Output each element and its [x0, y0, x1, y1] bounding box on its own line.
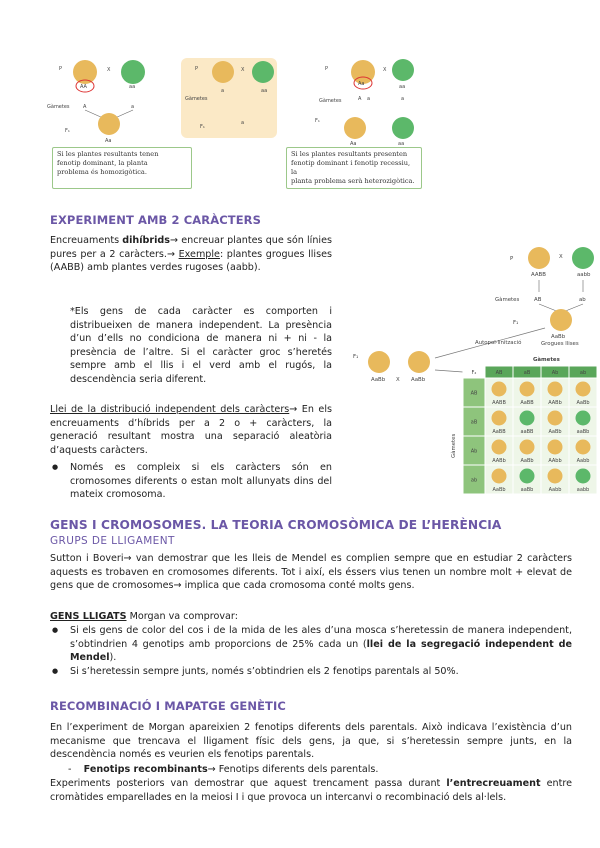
punnett-cell-label: aaBB: [520, 429, 534, 435]
section2-bullets: [50, 624, 572, 678]
svg-text:F₁: F₁: [513, 320, 519, 326]
svg-text:Autopol·linització: Autopol·linització: [475, 340, 522, 346]
punnett-cell-label: AABb: [548, 400, 562, 406]
svg-text:Gàmetes: Gàmetes: [319, 98, 342, 104]
punnett-pea: [492, 440, 507, 455]
svg-text:AaBb: AaBb: [371, 377, 386, 383]
punnett-pea: [548, 382, 563, 397]
independent-assortment-law: Llei de la distribució independent dels caràcters→ En els encreuaments d’híbrids per a 2 o + caràcters, la generació resultant mostra una separació aleatòria d’aquests caràcters.: [50, 404, 332, 456]
punnett-cell-label: aabb: [576, 487, 590, 493]
fig1-left-a-low: a: [131, 104, 135, 110]
svg-text:AB: AB: [534, 297, 542, 303]
svg-text:X: X: [241, 67, 245, 73]
punnett-cell-label: AABb: [492, 458, 506, 464]
svg-text:X: X: [383, 67, 387, 73]
punnett-cell-label: aaBb: [576, 429, 590, 435]
svg-text:F₁: F₁: [353, 354, 359, 360]
punnett-cell-label: AaBB: [492, 429, 506, 435]
svg-text:aa: aa: [399, 84, 406, 90]
punnett-cell-label: AAbb: [548, 458, 562, 464]
svg-text:Gàmetes: Gàmetes: [495, 297, 520, 303]
svg-text:aa: aa: [261, 88, 268, 94]
fig1-left-aa-hyb: Aa: [105, 138, 112, 144]
punnett-pea: [576, 440, 591, 455]
svg-text:AABB: AABB: [531, 272, 546, 278]
punnett-pea: [576, 469, 591, 484]
svg-text:a: a: [221, 88, 225, 94]
punnett-row-label: AB: [470, 390, 478, 397]
dihybrid-figure: [345, 240, 600, 505]
fig1-right-offspring-yellow: [344, 117, 366, 139]
svg-text:Aa: Aa: [358, 81, 365, 87]
punnett-col-label: AB: [495, 370, 503, 376]
list-item: ● Si els gens de color del cos i de la mida de les ales d’una mosca s’heretessin de manera independent, s’obtindrien 4 genotips amb proporcions de 25% cada un (llei de la segregació independent de Mendel).: [50, 624, 572, 665]
fig1-left-green-parent: [121, 60, 145, 84]
svg-text:P: P: [195, 66, 199, 72]
fig2-green-parent: [572, 247, 594, 269]
punnett-square: [463, 366, 597, 494]
punnett-pea: [576, 411, 591, 426]
fig2-yellow-parent: [528, 247, 550, 269]
punnett-pea: [520, 440, 535, 455]
punnett-pea: [492, 469, 507, 484]
svg-text:AaBb: AaBb: [551, 334, 566, 340]
punnett-pea: [492, 382, 507, 397]
section3-paragraph: En l’experiment de Morgan apareixien 2 fenotips diferents dels parentals. Això indicava l’existència d’un mecanisme que trencava el lligament físic dels gens, ja que, si s’heretessin sempre junts, en la descendència només es veurien els fenotips parentals.: [50, 722, 572, 761]
svg-text:AaBb: AaBb: [411, 377, 426, 383]
svg-text:a: a: [241, 120, 245, 126]
fig2-f1-plant: [550, 309, 572, 331]
punnett-pea: [548, 411, 563, 426]
punnett-pea: [548, 440, 563, 455]
punnett-row-label: ab: [470, 477, 478, 484]
fig1-caption-right: Si les plantes resultants presenten fenotip dominant i fenotip recessiu, la planta problema serà heterozigòtica.: [286, 147, 422, 189]
svg-text:ab: ab: [579, 297, 586, 303]
svg-text:A: A: [358, 96, 362, 102]
svg-text:aabb: aabb: [577, 272, 591, 278]
section1-paragraph: Encreuaments dihíbrids→ encreuar plantes que són línies pures per a 2 caràcters.→ Exemple: plantes grogues llises (AABB) amb plantes verdes rugoses (aabb).: [50, 235, 332, 274]
section1-bullets: [50, 461, 332, 502]
punnett-pea: [548, 469, 563, 484]
recombinant-phenotypes: - Fenotips recombinants→ Fenotips diferents dels parentals.: [68, 764, 379, 775]
list-item: ● Només es compleix si els caràcters són en cromosomes diferents o estan molt allunyats dins del mateix cromosoma.: [50, 461, 332, 502]
svg-text:Aa: Aa: [350, 141, 357, 147]
punnett-cell-label: AaBb: [520, 458, 534, 464]
list-item: ● Si s’heretessin sempre junts, només s’obtindrien els 2 fenotips parentals al 50%.: [50, 665, 572, 679]
punnett-col-label: Ab: [551, 370, 559, 376]
fig1-left-gametes: Gàmetes: [47, 104, 70, 110]
fig1-left-aa: AA: [80, 84, 87, 90]
fig1-left-x: X: [107, 67, 111, 73]
svg-text:a: a: [401, 96, 405, 102]
svg-text:F₁: F₁: [315, 118, 320, 124]
punnett-corner-label: F₂: [471, 370, 477, 376]
punnett-pea: [520, 382, 535, 397]
section1-note: *Els gens de cada caràcter es comporten i distribueixen de manera independent. La presència d’un d’ells no condiciona de manera ni + ni - la presència de l’altre. Si el caràcter groc s’heretés sempre amb el llis i el verd amb el rugós, la descendència seria diferent.: [70, 306, 332, 385]
svg-text:Gàmetes: Gàmetes: [185, 96, 208, 102]
fig1-right-offspring-green: [392, 117, 414, 139]
section2-subheading: GRUPS DE LLIGAMENT: [50, 535, 175, 547]
punnett-row-label: Ab: [470, 448, 478, 455]
punnett-pea: [520, 469, 535, 484]
svg-text:a: a: [367, 96, 371, 102]
punnett-col-label: ab: [579, 370, 587, 376]
punnett-cell-label: AaBb: [492, 487, 506, 493]
linked-genes-intro: GENS LLIGATS Morgan va comprovar:: [50, 611, 238, 622]
punnett-pea: [576, 382, 591, 397]
svg-text:Gàmetes: Gàmetes: [451, 433, 457, 458]
svg-text:X: X: [396, 377, 400, 383]
section3-heading: RECOMBINACIÓ I MAPATGE GENÈTIC: [50, 699, 286, 713]
svg-text:Grogues llises: Grogues llises: [541, 341, 579, 347]
punnett-cell-label: Aabb: [576, 458, 590, 464]
section3-paragraph-2: Experiments posteriors van demostrar que aquest trencament passa durant l’entrecreuament entre cromàtides emparellades en la meiosi I i que provoca un intercanvi o recombinació dels al·lels.: [50, 778, 572, 803]
punnett-cell-label: aaBb: [520, 487, 534, 493]
svg-text:Gàmetes: Gàmetes: [533, 357, 560, 363]
svg-text:P: P: [325, 66, 329, 72]
fig1-left-p: P: [59, 66, 63, 72]
punnett-row-label: aB: [470, 419, 478, 426]
punnett-cell-label: AABB: [492, 400, 506, 406]
fig1-caption-left: Si les plantes resultants tenen fenotip dominant, la planta problema és homozigòtica.: [52, 147, 192, 189]
punnett-col-label: aB: [523, 370, 531, 376]
fig1-left-f1: F₁: [65, 128, 70, 134]
svg-text:X: X: [559, 254, 563, 260]
svg-text:F₁: F₁: [200, 124, 205, 130]
fig1-right-green-parent: [392, 59, 414, 81]
section1-heading: EXPERIMENT AMB 2 CARÀCTERS: [50, 213, 262, 227]
punnett-cell-label: Aabb: [548, 487, 562, 493]
punnett-cell-label: AaBb: [548, 429, 562, 435]
fig1-left-aa-low: aa: [129, 84, 136, 90]
punnett-pea: [492, 411, 507, 426]
punnett-pea: [520, 411, 535, 426]
fig1-left-a-cap: A: [83, 104, 87, 110]
fig1-left-offspring: [98, 113, 120, 135]
punnett-cell-label: AaBb: [576, 400, 590, 406]
section2-heading: GENS I CROMOSOMES. LA TEORIA CROMOSÒMICA DE L’HERÈNCIA: [50, 518, 502, 532]
punnett-cell-label: AaBB: [520, 400, 534, 406]
svg-text:P: P: [510, 256, 514, 262]
svg-text:aa: aa: [398, 141, 405, 147]
section2-paragraph: Sutton i Boveri→ van demostrar que les lleis de Mendel es complien sempre que en estudiar 2 caràcters aquests es trobaven en cromosomes diferents. Tot i així, els éssers vius tenen un nombre molt + elevat de gens que de cromosomes→ implica que cada cromosoma conté molts gens.: [50, 553, 572, 592]
